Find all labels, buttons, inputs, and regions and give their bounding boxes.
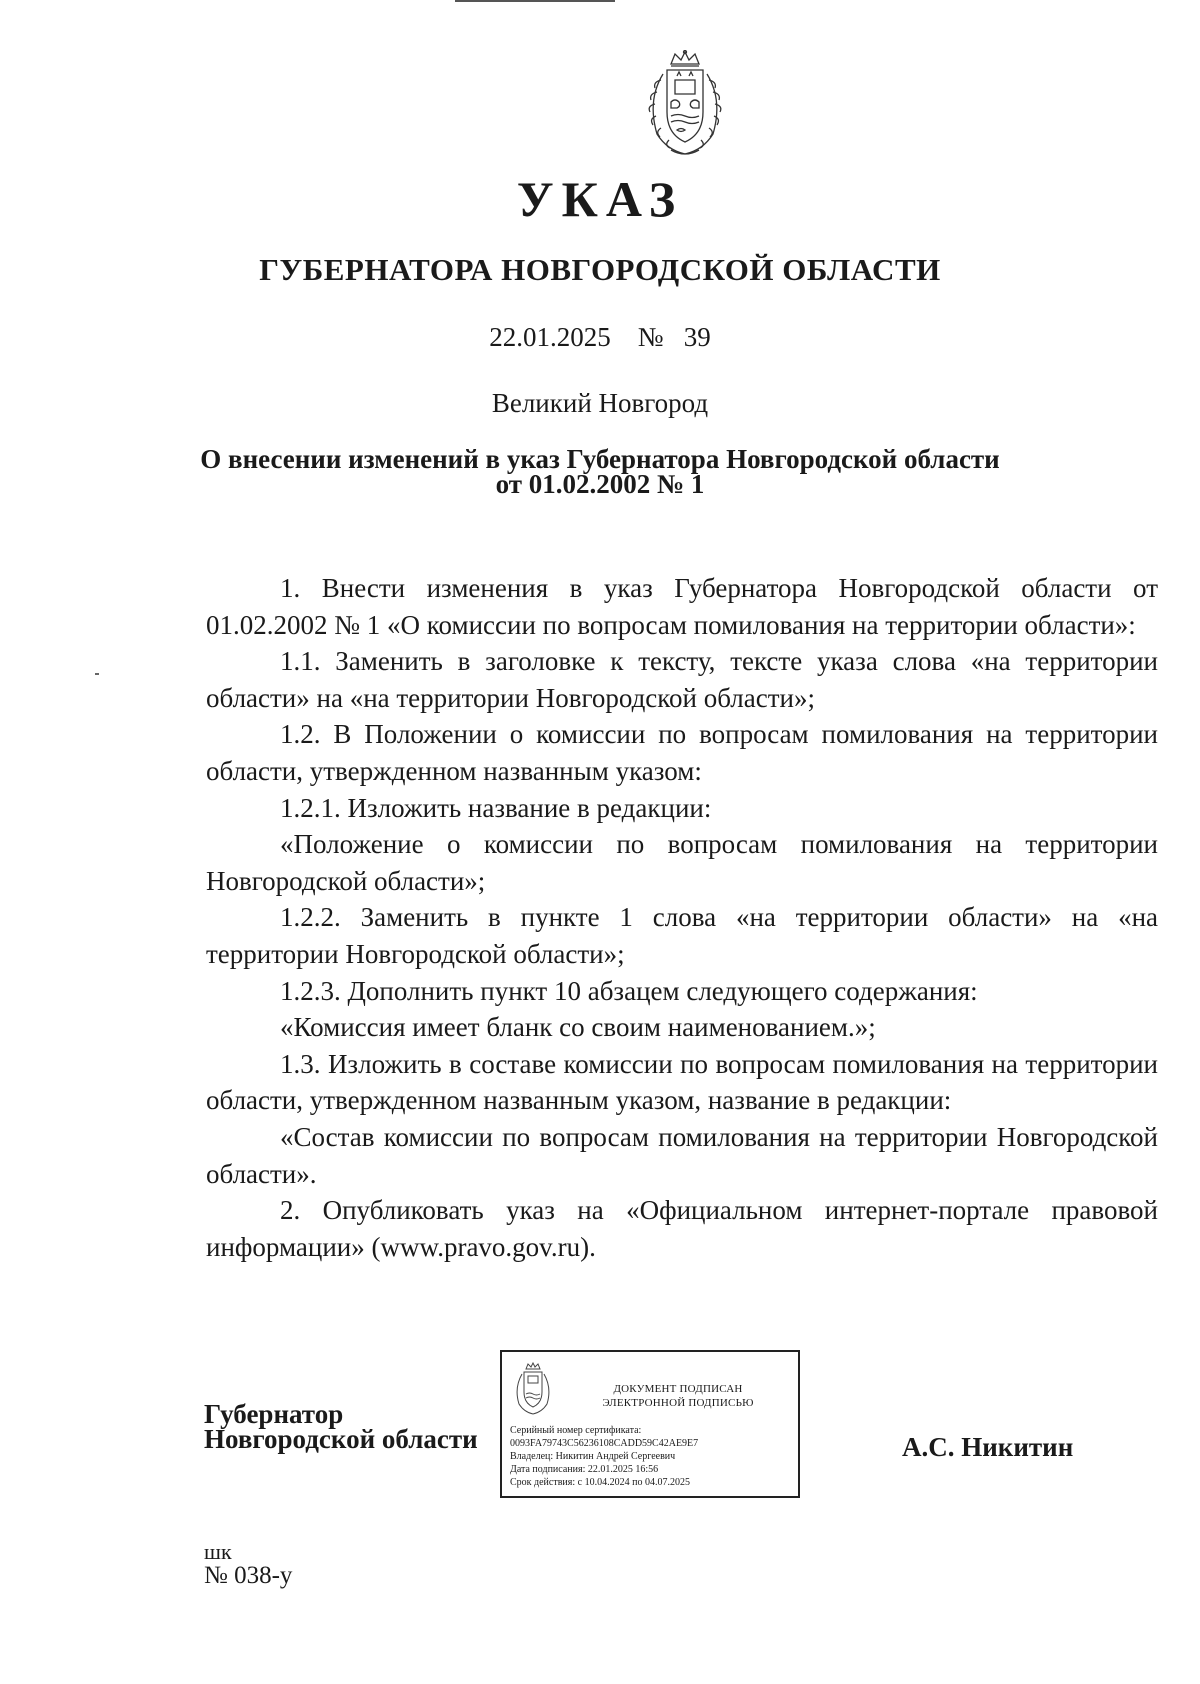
electronic-signature-stamp	[500, 1350, 800, 1498]
heading-line-1: О внесении изменений в указ Губернатора Новгородской области	[200, 444, 1000, 474]
signer-title-line-2: Новгородской области	[204, 1424, 478, 1454]
stamp-details	[510, 1424, 698, 1489]
document-heading	[0, 444, 1200, 499]
stamp-heading-line-2: ЭЛЕКТРОННОЙ ПОДПИСЬЮ	[602, 1397, 754, 1409]
paragraph: 1.2.1. Изложить название в редакции:	[280, 792, 712, 823]
coat-of-arms-icon	[641, 50, 729, 160]
stamp-sign-date: Дата подписания: 22.01.2025 16:56	[510, 1464, 659, 1475]
paragraph: «Положение о комиссии по вопросам помилования на территории Новгородской области»;	[206, 829, 1158, 896]
document-title: УКАЗ	[516, 171, 684, 227]
document-date-number	[0, 322, 1200, 353]
document-footer	[204, 1540, 292, 1588]
stamp-serial-value: 0093FA79743C56236108CADD59C42AE9E7	[510, 1438, 699, 1449]
paragraph: 1.3. Изложить в составе комиссии по вопросам помилования на территории области, утвержденном названным указом, название в редакции:	[206, 1048, 1158, 1116]
stamp-heading	[562, 1382, 794, 1410]
document-date: 22.01.2025	[489, 322, 611, 352]
document-body	[206, 570, 1158, 1265]
heading-line-2: от 01.02.2002 № 1	[495, 469, 705, 499]
stamp-heading-line-1: ДОКУМЕНТ ПОДПИСАН	[613, 1383, 743, 1395]
document-number-sign: №	[637, 322, 664, 352]
stamp-coat-of-arms-icon	[512, 1362, 554, 1416]
paragraph: «Комиссия имеет бланк со своим наименованием.»;	[280, 1012, 876, 1043]
stamp-serial-label: Серийный номер сертификата:	[510, 1425, 642, 1436]
stamp-owner: Владелец: Никитин Андрей Сергеевич	[510, 1451, 676, 1462]
paragraph: 1.2.2. Заменить в пункте 1 слова «на территории области» на «на территории Новгородской области»;	[206, 902, 1158, 969]
paragraph: 1.2. В Положении о комиссии по вопросам помилования на территории области, утвержденном названным указом:	[206, 719, 1158, 786]
scan-margin-mark	[95, 673, 99, 675]
paragraph: 1.2.3. Дополнить пункт 10 абзацем следующего содержания:	[280, 975, 978, 1006]
stamp-validity: Срок действия: с 10.04.2024 по 04.07.2025	[510, 1477, 690, 1488]
signer-title	[204, 1399, 478, 1454]
signer-title-line-1: Губернатор	[204, 1399, 344, 1429]
document-subtitle: ГУБЕРНАТОРА НОВГОРОДСКОЙ ОБЛАСТИ	[259, 252, 941, 287]
paragraph: 1.1. Заменить в заголовке к тексту, тексте указа слова «на территории области» на «на территории Новгородской области»;	[206, 646, 1158, 713]
scan-top-mark	[455, 0, 615, 2]
paragraph: «Состав комиссии по вопросам помилования на территории Новгородской области».	[206, 1121, 1158, 1189]
paragraph: 1. Внести изменения в указ Губернатора Новгородской области от 01.02.2002 № 1 «О комиссии по вопросам помилования на территории области»:	[206, 573, 1158, 640]
footer-code: шк	[204, 1539, 232, 1564]
document-number: 39	[683, 322, 711, 352]
footer-registration-number: № 038-у	[204, 1562, 293, 1589]
document-city: Великий Новгород	[491, 388, 709, 418]
signer-name: А.С. Никитин	[902, 1432, 1074, 1462]
paragraph: 2. Опубликовать указ на «Официальном интернет-портале правовой информации» (www.pravo.gov.ru).	[206, 1195, 1158, 1262]
